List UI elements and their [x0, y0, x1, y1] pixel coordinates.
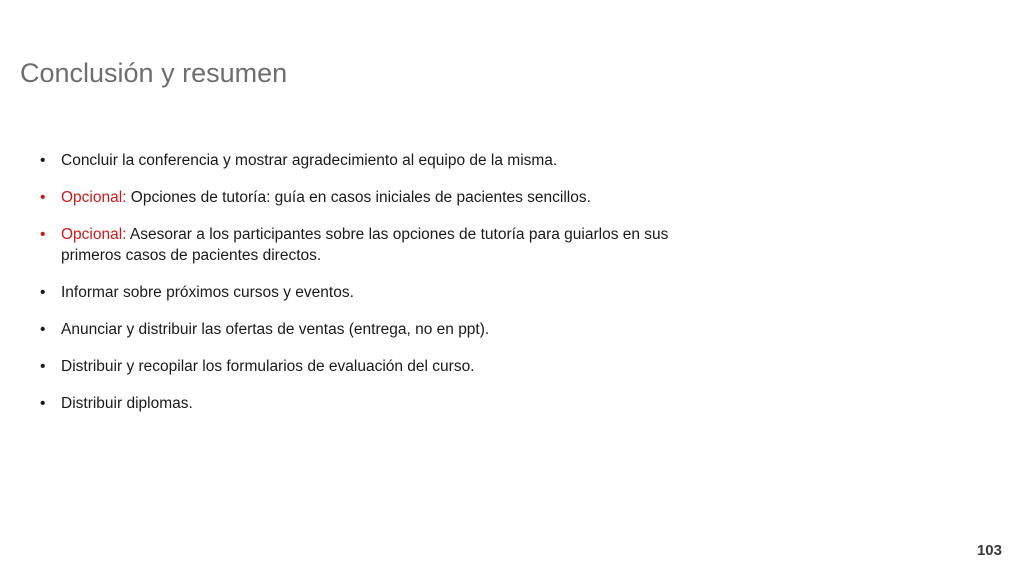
- bullet-marker: •: [40, 226, 46, 243]
- bullet-item: [40, 393, 700, 414]
- slide-title: Conclusión y resumen: [20, 58, 288, 88]
- bullet-text: Opciones de tutoría: guía en casos iniciales de pacientes sencillos.: [126, 189, 591, 206]
- bullet-item: [40, 319, 700, 340]
- bullet-list: [40, 150, 700, 430]
- bullet-text: Asesorar a los participantes sobre las opciones de tutoría para guiarlos en sus primeros casos de pacientes directos.: [61, 226, 669, 264]
- bullet-marker: •: [40, 395, 46, 412]
- bullet-marker: •: [40, 284, 46, 301]
- bullet-item-optional: [40, 224, 700, 266]
- optional-label: Opcional:: [61, 226, 127, 243]
- bullet-item: [40, 282, 700, 303]
- bullet-marker: •: [40, 152, 46, 169]
- bullet-text: Anunciar y distribuir las ofertas de ventas (entrega, no en ppt).: [61, 321, 490, 338]
- bullet-item: [40, 150, 700, 171]
- page-number: 103: [976, 542, 1002, 559]
- bullet-text: Informar sobre próximos cursos y eventos.: [61, 284, 354, 301]
- bullet-item: [40, 356, 700, 377]
- bullet-text: Distribuir diplomas.: [61, 395, 193, 412]
- bullet-text: Distribuir y recopilar los formularios de evaluación del curso.: [61, 358, 475, 375]
- optional-label: Opcional:: [61, 189, 127, 206]
- bullet-item-optional: [40, 187, 700, 208]
- bullet-marker: •: [40, 321, 46, 338]
- bullet-marker: •: [40, 358, 46, 375]
- bullet-marker: •: [40, 189, 46, 206]
- bullet-text: Concluir la conferencia y mostrar agradecimiento al equipo de la misma.: [61, 152, 558, 169]
